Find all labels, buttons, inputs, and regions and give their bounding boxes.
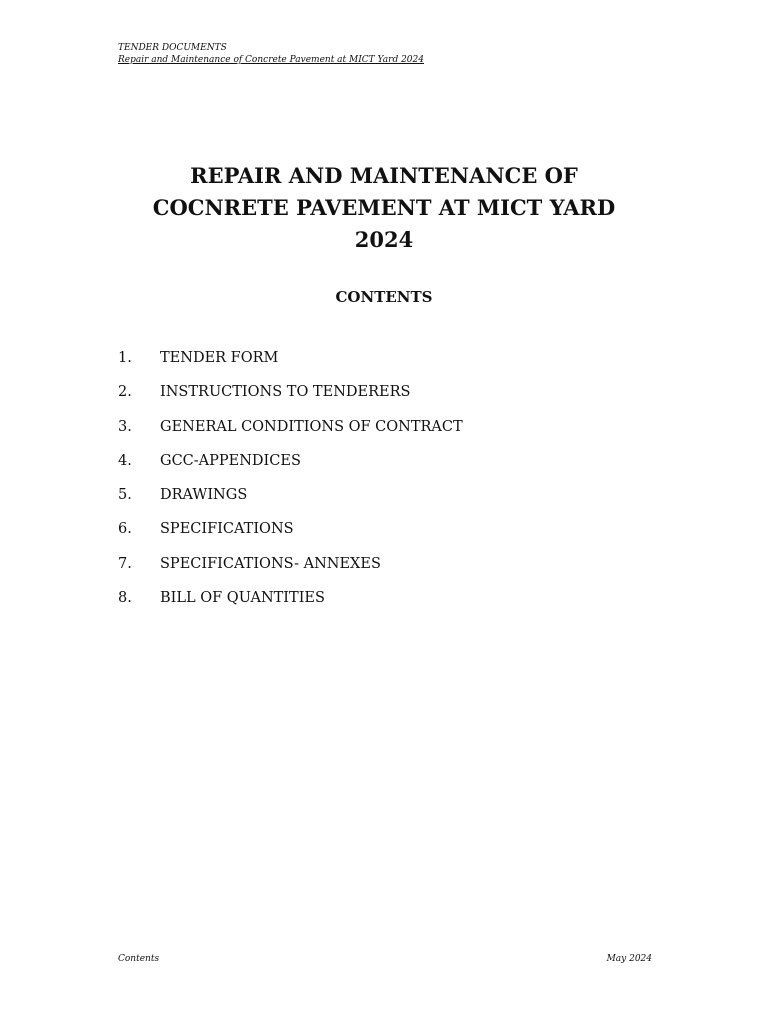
item-label: TENDER FORM bbox=[160, 350, 279, 366]
title-line-2: COCNRETE PAVEMENT AT MICT YARD bbox=[152, 195, 616, 220]
item-label: DRAWINGS bbox=[160, 487, 248, 504]
item-label: GCC-APPENDICES bbox=[160, 452, 301, 469]
item-number: 2. bbox=[118, 384, 132, 401]
contents-item bbox=[118, 384, 463, 418]
footer-section: Contents bbox=[118, 954, 160, 964]
contents-item bbox=[118, 556, 463, 590]
item-number: 3. bbox=[118, 418, 132, 435]
item-label: BILL OF QUANTITIES bbox=[160, 590, 325, 607]
item-number: 8. bbox=[118, 590, 132, 607]
item-label: SPECIFICATIONS bbox=[160, 521, 294, 538]
contents-item bbox=[118, 521, 463, 555]
contents-item bbox=[118, 419, 463, 453]
item-number: 4. bbox=[118, 452, 132, 469]
contents-item bbox=[118, 590, 463, 624]
page-footer bbox=[118, 954, 652, 964]
header-project-name: Repair and Maintenance of Concrete Pavement at MICT Yard 2024 bbox=[118, 55, 424, 65]
item-number: 5. bbox=[118, 487, 132, 504]
footer-date: May 2024 bbox=[606, 954, 652, 964]
contents-heading: CONTENTS bbox=[335, 288, 433, 306]
item-label: INSTRUCTIONS TO TENDERERS bbox=[160, 384, 411, 401]
contents-item bbox=[118, 453, 463, 487]
contents-item bbox=[118, 487, 463, 521]
document-title bbox=[0, 160, 768, 256]
item-number: 6. bbox=[118, 521, 132, 538]
title-line-1: REPAIR AND MAINTENANCE OF bbox=[190, 163, 578, 188]
item-number: 1. bbox=[118, 350, 132, 366]
item-number: 7. bbox=[118, 555, 132, 572]
contents-item bbox=[118, 350, 463, 384]
title-line-3: 2024 bbox=[354, 227, 414, 252]
item-label: SPECIFICATIONS- ANNEXES bbox=[160, 555, 381, 572]
contents-list bbox=[118, 350, 463, 624]
header-doc-type: TENDER DOCUMENTS bbox=[118, 43, 227, 53]
item-label: GENERAL CONDITIONS OF CONTRACT bbox=[160, 418, 463, 435]
running-header bbox=[118, 42, 424, 66]
